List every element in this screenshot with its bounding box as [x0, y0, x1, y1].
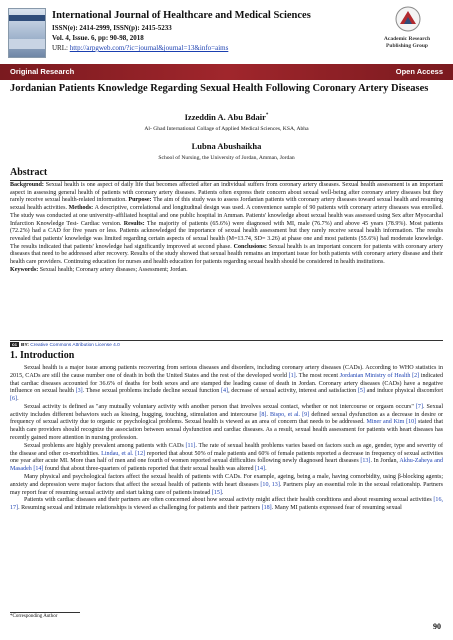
citation-link[interactable]: [6] [10, 396, 18, 403]
publisher-logo-icon [395, 6, 421, 32]
citation-link[interactable]: [18] [261, 505, 272, 512]
license-line: cc BY: Creative Commons Attribution License 4.0 [12, 342, 120, 348]
author-affiliation: School of Nursing, the University of Jordan, Amman, Jordan [158, 155, 295, 161]
citation-link[interactable]: Akhu-Zaheya and Masadeh [14] [10, 458, 443, 473]
license-link[interactable]: Creative Commons Attribution License 4.0 [28, 343, 120, 348]
author-name: Lubna Abushaikha [191, 141, 262, 151]
divider [10, 180, 443, 181]
citation-link[interactable]: [13] [360, 458, 371, 465]
citation-link[interactable]: [3] [75, 388, 83, 395]
original-research-label: Original Research [10, 67, 75, 76]
citation-link[interactable]: [7] [415, 403, 423, 410]
footnote-divider [10, 612, 80, 613]
paragraph: Sexual health is a major issue among patients recovering from serious diseases and disorders, including coronary artery diseases (CADs). According to WHO statistics in 2015, CADs are still the cause number one of death in both the United States and the rest of the developed world [1]. The most recent Jordanian Ministry of Health [2] indicated that cardiac diseases accounted for 36.6% of deaths for both sexes and are stamped the leading cause of death in Jordan. Coronary artery diseases (CADs) have a negative influence on sexual health [3]. These sexual problems include decline sexual function [4], decrease of sexual activity, interest and satisfaction [5] and induce physical discomfort [6]. [10, 365, 443, 403]
journal-volume: Vol. 4, Issue. 6, pp: 90-98, 2018 [52, 34, 144, 42]
citation-link[interactable]: [16, 17] [10, 497, 443, 512]
citation-link[interactable]: [4] [221, 388, 229, 395]
journal-issn: ISSN(e): 2414-2999, ISSN(p): 2415-5233 [52, 24, 172, 32]
article-title: Jordanian Patients Knowledge Regarding Sexual Health Following Coronary Artery Diseases [10, 83, 429, 94]
citation-link[interactable]: [14] [254, 466, 266, 473]
publisher-name: Academic Research Publishing Group [383, 36, 431, 49]
paragraph: Many physical and psychological factors affect the sexual health of patients with CADs. For example, ageing, being a male, having comorbidity, using β-blocking agents; anxiety and depression were major factors that affect the sexual health of patients with heart diseases [10, 13]. Partners play an essential role in the sexual relationship. Partners may report fear of resuming sexual activity and start taking care of patients instead [15]. [10, 473, 443, 496]
journal-url-line [52, 44, 228, 52]
journal-url-link[interactable]: http://arpgweb.com/?ic=journal&journal=13&info=aims [69, 44, 229, 52]
citation-link[interactable]: [10, 13] [260, 481, 280, 488]
citation-link[interactable]: Lindau, et al. [12] [101, 450, 146, 457]
divider [10, 340, 443, 341]
abstract-text: Background: Sexual health is one aspect of daily life that becomes affected after an individual suffers from coronary artery diseases. Sexual health assessment is an important aspect in assessing general health of patients with coronary artery diseases. Patients often express their concern about sexual well-being after coronary artery diseases but they rarely receive sexual health-related information. Purpose: The aim of this study was to assess Jordanian patients with coronary artery diseases toward sexual health and resuming sexual health activities. Methods: A descriptive, correlational and longitudinal design was used. A convenience sample of 90 patients with coronary artery diseases was enrolled. The study was conducted at one university-affiliated hospital and one public hospital in Amman. Patients' knowledge about sexual health was assessed using Sex after Myocardial Infarction Knowledge Test- Cardiac version. Results: The majority of patients (65.6%) were diagnosed with MI, male (76.7%) and above 45 years (78.9%). Most patients (72.2%) had a CAD for five years or less. Patients acknowledged the importance of sexual health assessment but they rarely receive sexual health information. The results revealed that patients' knowledge was limited regarding certain aspects of sexual health (M=13.74, SD= 3.26) at phase one and most patients (55.6%) had moderate knowledge. The results indicated that patients' knowledge had significantly improved at second phase. Conclusions: Sexual health is an important concern for patients with coronary artery diseases that need to be addressed after recovery. Results of the study showed that sexual health remains an important issue for both patients with coronary artery disease and their health care providers. Continuing education for nurses and health education for patients regarding sexual health should be considered in health institutions. Keywords: Sexual health; Coronary artery diseases; Assessment; Jordan. [10, 182, 444, 273]
introduction-body [10, 365, 443, 513]
citation-link[interactable]: Miner and Kim [10] [366, 419, 417, 426]
introduction-heading: 1. Introduction [10, 350, 75, 361]
journal-header [0, 0, 453, 62]
article-type-banner [0, 64, 453, 80]
citation-link[interactable]: [5] [357, 388, 365, 395]
corresponding-author-note: *Corresponding Author [10, 614, 58, 619]
cc-license-icon: cc [12, 342, 18, 347]
open-access-label: Open Access [395, 67, 443, 76]
author-name: Izzeddin A. Abu Bdair* [184, 112, 269, 122]
citation-link[interactable]: Bispo, et al. [9] [270, 411, 310, 418]
paragraph: Patients with cardiac diseases and their partners are often concerned about how sexual activity might affect their health conditions and about resuming sexual activities [16, 17]. Resuming sexual and intimate relationships is viewed as challenging for patients and their partners [18]. Many MI patients expressed fear of resuming sexual [10, 497, 443, 512]
journal-title: International Journal of Healthcare and Medical Sciences [52, 10, 311, 21]
page-number: 90 [433, 622, 441, 631]
citation-link[interactable]: [1] [288, 372, 296, 379]
author-affiliation: Al- Ghad International Collage of Applied Medical Sciences, KSA, Abha [144, 126, 309, 132]
url-label: URL: [52, 44, 70, 52]
citation-link[interactable]: [8] [259, 411, 267, 418]
journal-cover-thumbnail [8, 8, 46, 58]
citation-link[interactable]: [11] [185, 442, 196, 449]
paragraph: Sexual problems are highly prevalent among patients with CADs [11]. The rate of sexual health problems varies based on factors such as age, gender, type and severity of the disease and other co-morbidities. Lindau, et al. [12] reported that about 50% of male patients and 60% of female patients reported a decrease in frequency of sexual activities one year after acute MI. More than half of men and one fourth of women reported sexual difficulties following newly diagnosed heart diseases [13]. In Jordan, Akhu-Zaheya and Masadeh [14] found that about three-quarters of patients reported that their sexual health was altered [14]. [10, 442, 443, 473]
citation-link[interactable]: [15] [211, 489, 222, 496]
abstract-heading: Abstract [10, 167, 48, 178]
citation-link[interactable]: Jordanian Ministry of Health [2] [339, 372, 420, 379]
paragraph: Sexual activity is defined as "any mutually voluntary activity with another person that involves sexual contact, whether or not intercourse or orgasm occurs" [7]. Sexual activity includes different behaviors such as kissing, hugging, touching, stimulation and intercourse [8]. Bispo, et al. [9] defined sexual dysfunction as a decrease in desire or frequency of sexual activity due to organic or psychological problems. Sexual health is viewed as an area of concern that needs to be addressed. Miner and Kim [10] stated that health care providers should recognize the association between sexual dysfunction and cardiac diseases. As a result, sexual health assessment for patients with heart diseases has recently gained more attention in nursing profession. [10, 403, 443, 442]
